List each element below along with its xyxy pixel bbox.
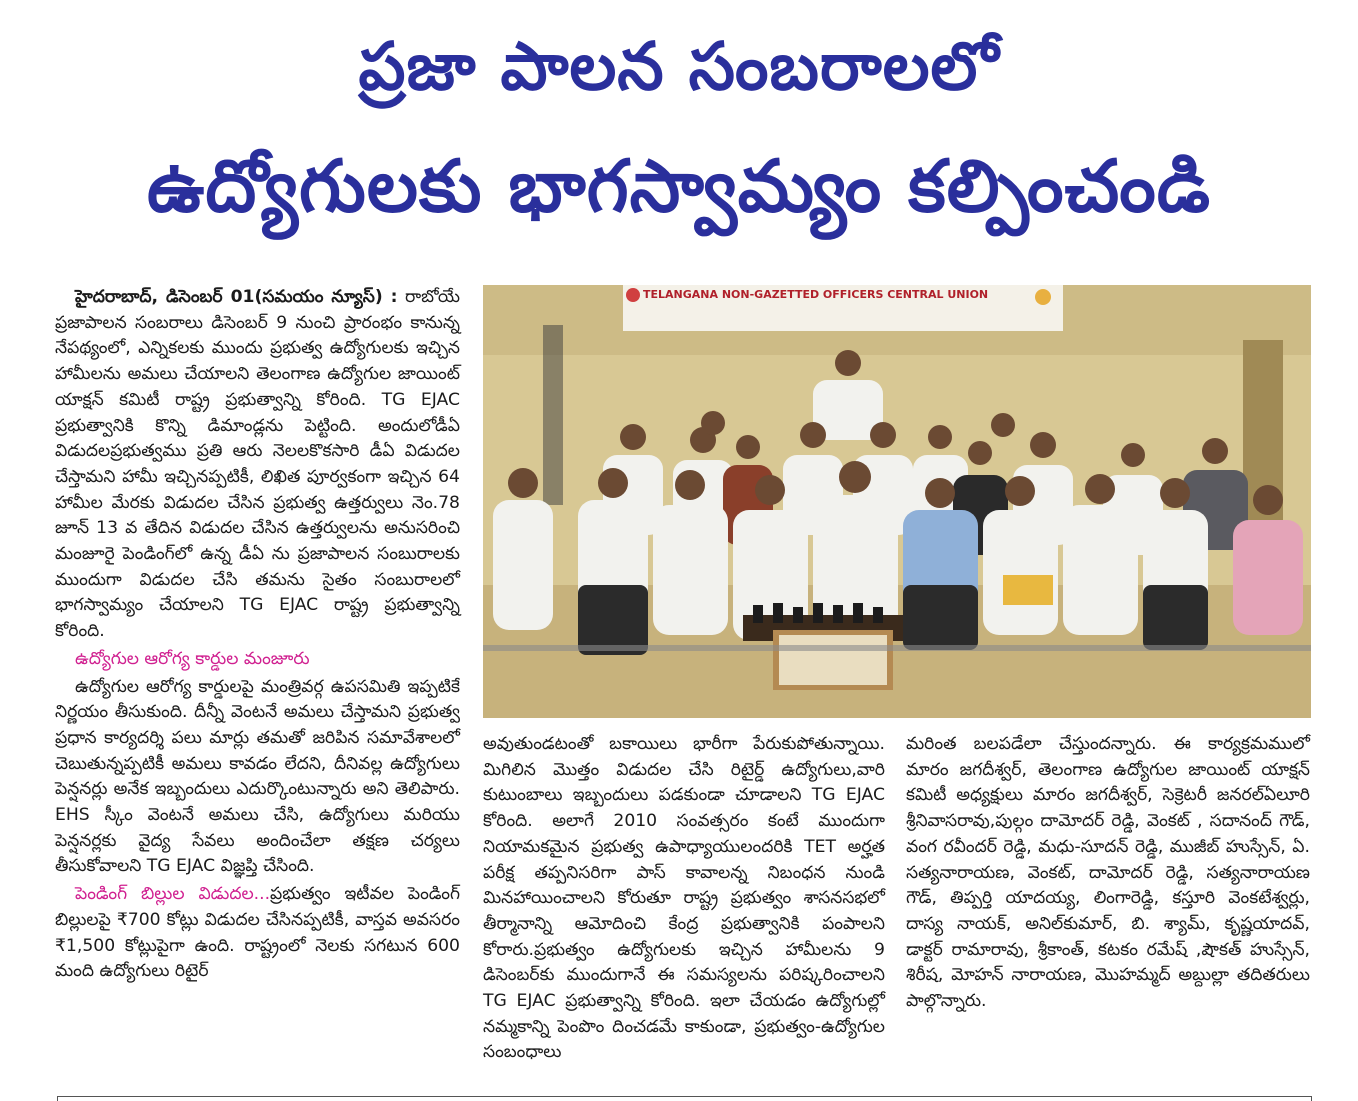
column-3-text: మరింత బలపడేలా చేస్తుందన్నారు. ఈ కార్యక్రమములో మారం జగదీశ్వర్, తెలంగాణ ఉద్యోగుల జాయింట్ యాక్షన్ కమిటీ అధ్యక్షులు మారం జగదీశ్వర్, సెక్రెటరీ జనరల్ఏలూరి శ్రీనివాసరావు,పుల్గం దామోదర్ రెడ్డి, వెంకట్ , సదానంద్ గౌడ్, వంగ రవీందర్ రెడ్డి, మధు-సూదన్ రెడ్డి, ముజీబ్ హుస్సేన్, ఏ. సత్యనారాయణ, వెంకట్, దామోదర్ రెడ్డి, సత్యనారాయణ గౌడ్, తిప్పర్తి యాదయ్య, లింగారెడ్డి, కస్తూరి వెంకటేశ్వర్లు, దాస్య నాయక్, అనిల్‌కుమార్, బి. శ్యామ్, కృష్ణయాదవ్, డాక్టర్ రామారావు, శ్రీకాంత్, కటకం రమేష్ ,షౌకత్ హుస్సేన్, శిరీష, మోహన్ నారాయణ, మొహమ్మద్ అబ్దుల్లా తదితరులు పాల్గొన్నారు. (906, 734, 1310, 1012)
headline-line-2: ఉద్యోగులకు భాగస్వామ్యం కల్పించండి (146, 144, 1212, 228)
column-2-text: అవుతుండటంతో బకాయిలు భారీగా పేరుకుపోతున్నాయి. మిగిలిన మొత్తం విడుదల చేసి రిటైర్డ్ ఉద్యోగులు,వారి కుటుంబాలు ఇబ్బందులు పడకుండా చూడాలని TG EJAC కోరింది. అలాగే 2010 సంవత్సరం కంటే ముందుగా నియామకమైన ప్రభుత్వ ఉపాధ్యాయులందరికి TET అర్హత పరీక్ష తప్పనిసరిగా పాస్ కావాలన్న నిబంధన నుండి మినహాయించాలని కోరుతూ రాష్ట్ర ప్రభుత్వం శాసనసభలో తీర్మానాన్ని ఆమోదించి కేంద్ర ప్రభుత్వానికి పంపాలని కోరారు.ప్రభుత్వం ఉద్యోగులకు ఇచ్చిన హామీలను 9 డిసెంబర్‌కు ముందుగానే ఈ సమస్యలను పరిష్కరించాలని TG EJAC ప్రభుత్వాన్ని కోరింది. ఇలా చేయడం ఉద్యోగుల్లో నమ్మకాన్ని పెంపొం దించడమే కాకుండా, ప్రభుత్వం-ఉద్యోగుల సంబంధాలు (483, 734, 885, 1063)
article-column-2 (483, 732, 885, 1066)
subheading-pending-bills: పెండింగ్ బిల్లుల విడుదల... (75, 884, 271, 905)
paragraph-2: ఉద్యోగుల ఆరోగ్య కార్డులపై మంత్రివర్గ ఉపసమితి ఇప్పటికే నిర్ణయం తీసుకుంది. దీన్నీ వెంటనే అమలు చేస్తామని ప్రభుత్వ ప్రధాన కార్యదర్శి పలు మార్లు తమతో జరిపిన సమావేశాలలో చెబుతున్నప్పటికీ అమలు కావడం లేదని, దీనివల్ల ఉద్యోగులు పెన్షనర్లు అనేక ఇబ్బందులు ఎదుర్కొంటున్నారు అని తెలిపారు. EHS స్కీం వెంటనే అమలు చేసి, ఉద్యోగులు మరియు పెన్షనర్లకు వైద్య సేవలు అందించేలా తక్షణ చర్యలు తీసుకోవాలని TG EJAC విజ్ఞప్తి చేసింది. (55, 676, 460, 877)
article-column-1 (55, 285, 460, 985)
bottom-border (57, 1096, 1311, 1097)
dateline: హైదరాబాద్, డిసెంబర్ 01(సమయం న్యూస్) : (75, 287, 398, 307)
photo-illustration (483, 285, 1311, 718)
paragraph-1 (55, 285, 460, 645)
paragraph-3-text: ప్రభుత్వం ఇటీవల పెండింగ్ బిల్లులపై ₹700 కోట్లు విడుదల చేసినప్పటికీ, వాస్తవ అవసరం ₹1,500 కోట్లుపైగా ఉంది. రాష్ట్రంలో నెలకు సగటున 600 మంది ఉద్యోగులు రిటైర్ (55, 884, 460, 982)
press-meet-photo (483, 285, 1311, 718)
subheading-health-cards: ఉద్యోగుల ఆరోగ్య కార్డుల మంజూరు (75, 648, 310, 669)
bottom-border-left (57, 1096, 58, 1101)
bottom-border-right (1311, 1096, 1312, 1101)
paragraph-1-text: రాబోయే ప్రజాపాలన సంబరాలు డిసెంబర్ 9 నుంచి ప్రారంభం కానున్న నేపథ్యంలో, ఎన్నికలకు ముందు ప్రభుత్వ ఉద్యోగులకు ఇచ్చిన హామీలను అమలు చేయాలని తెలంగాణ ఉద్యోగుల జాయింట్ యాక్షన్ కమిటీ రాష్ట్ర ప్రభుత్వాన్ని కోరింది. TG EJAC ప్రభుత్వానికి కొన్ని డిమాండ్లను పెట్టింది. అందులోడీఏ విడుదలప్రభుత్వము ప్రతి ఆరు నెలలకొకసారి డీఏ విడుదల చేస్తామని హామీ ఇచ్చినప్పటికీ, లిఖిత పూర్వకంగా ఇచ్చిన 64 హామీల మేరకు విడుదల చేసిన ప్రభుత్వ ఉత్తర్వులు నెం.78 జూన్ 13 వ తేదిన విడుదల చేసిన ఉత్తర్వులను అనుసరించి మంజూరై పెండింగ్‌లో ఉన్న డీఏ ను ప్రజాపాలన సంబురాలకు ముందుగా విడుదల చేసి తమను సైతం సంబురాలలో భాగస్వామ్యం చేయాలని TG EJAC రాష్ట్ర ప్రభుత్వాన్ని కోరింది. (55, 287, 461, 642)
headline-line-1: ప్రజా పాలన సంబరాలలో (358, 28, 1000, 105)
paragraph-3 (55, 882, 460, 985)
article-column-3 (906, 732, 1310, 1015)
banner-text: TELANGANA NON-GAZETTED OFFICERS CENTRAL UNION (643, 288, 989, 301)
